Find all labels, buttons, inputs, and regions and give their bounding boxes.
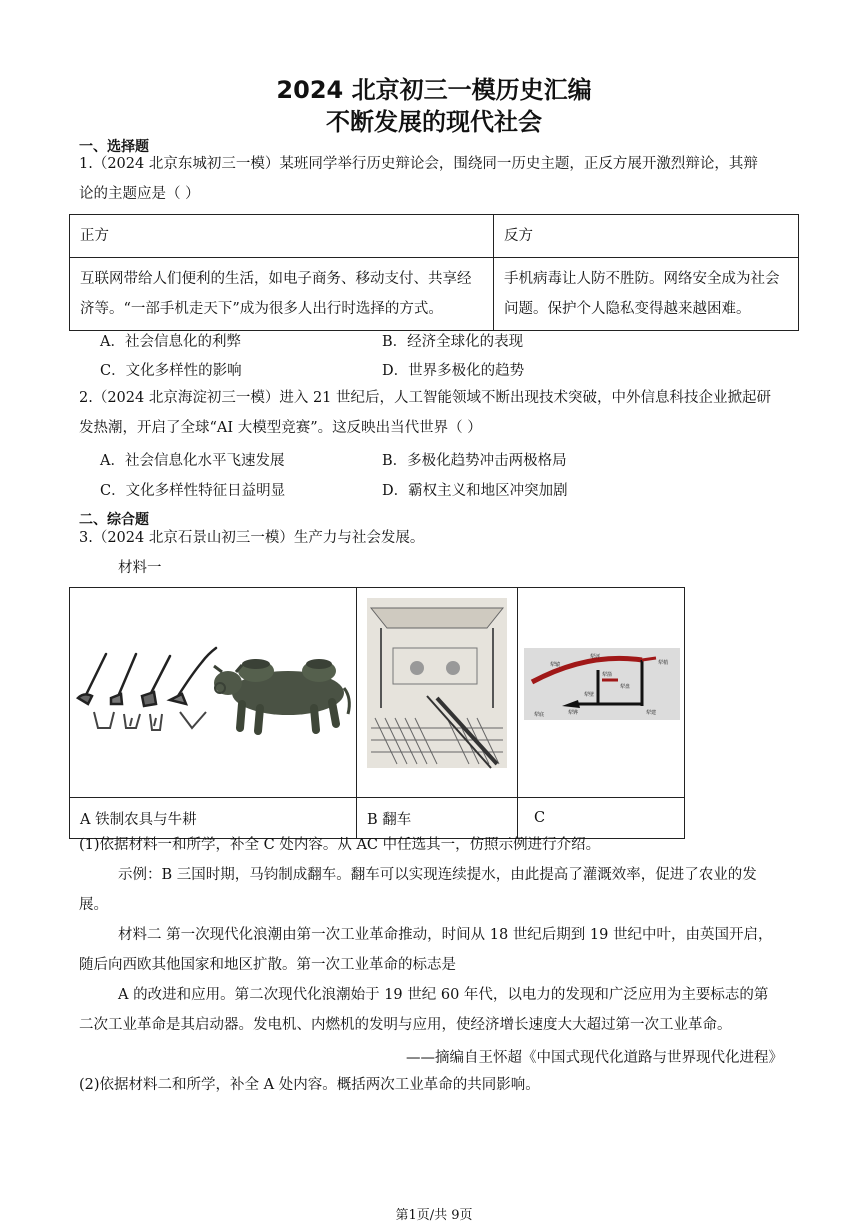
material1-figure-table [69,587,685,839]
plow-label-1: 犁辕 [550,662,561,668]
q1-stem-line1: 1.（2024 北京东城初三一模）某班同学举行历史辩论会，围绕同一历史主题，正反方展开激烈辩论，其辩 [79,156,758,172]
q2-option-b[interactable]: B．多极化趋势冲击两极格局 [382,453,567,469]
q1-stem-line2: 论的主题应是（ ） [79,186,200,202]
material2-source: ——摘编自王怀超《中国式现代化道路与世界现代化进程》 [406,1050,783,1066]
plow-label-5: 犁铧 [568,710,579,716]
plow-label-8: 犁盘 [620,684,631,690]
q2-option-c[interactable]: C．文化多样性特征日益明显 [100,483,286,499]
q1-option-c[interactable]: C．文化多样性的影响 [100,363,242,379]
con-text [494,258,799,331]
material2-line4: 二次工业革命是其启动器。发电机、内燃机的发明与应用，使经济增长速度大大超过第一次工业革命。 [79,1017,732,1033]
q2-stem-line1: 2.（2024 北京海淀初三一模）进入 21 世纪后，人工智能领域不断出现技术突破，中外信息科技企业掀起研 [79,390,772,406]
plow-diagram [518,588,684,793]
material1-label: 材料一 [118,560,162,576]
q1-option-b[interactable]: B．经济全球化的表现 [382,334,524,350]
q1-option-d[interactable]: D．世界多极化的趋势 [382,363,525,379]
material2-line3: A 的改进和应用。第二次现代化浪潮始于 19 世纪 60 年代，以电力的发现和广泛应用为主要标志的第 [118,987,769,1003]
page-number: 第1页/共 9页 [395,1208,473,1223]
iron-tools-ox-illustration [70,588,356,793]
pro-text [70,258,494,331]
caption-b: B 翻车 [357,798,518,839]
plow-label-2: 犁评 [590,654,601,660]
image-square-pallet-chain-pump [357,588,518,798]
image-curved-shaft-plow [518,588,685,798]
document-title: 2024 北京初三一模历史汇编 [276,76,592,104]
example-line2: 展。 [79,897,108,913]
example-line1: 示例：B 三国时期，马钧制成翻车。翻车可以实现连续提水，由此提高了灌溉效率，促进了农业的发 [118,867,757,883]
plow-label-3: 犁箭 [602,672,613,678]
plow-label-9: 犁建 [646,710,657,716]
pro-text-line1: 互联网带给人们便利的生活，如电子商务、移动支付、共享经 [80,271,472,287]
con-text-line2: 问题。保护个人隐私变得越来越困难。 [504,301,751,317]
q2-option-a[interactable]: A．社会信息化水平飞速发展 [100,453,285,469]
q3-sub2: (2)依据材料二和所学，补全 A 处内容。概括两次工业革命的共同影响。 [79,1077,540,1093]
plow-label-6: 犁底 [534,712,545,718]
plow-label-7: 犁梢 [658,660,669,666]
material2-line2: 随后向西欧其他国家和地区扩散。第一次工业革命的标志是 [79,957,456,973]
section-heading-comprehensive: 二、综合题 [79,512,149,528]
caption-c: C [518,798,685,839]
bronze-ox [214,659,349,731]
material2-line1: 材料二 第一次现代化浪潮由第一次工业革命推动，时间从 18 世纪后期到 19 世纪中叶，由英国开启， [118,927,773,943]
document-subtitle: 不断发展的现代社会 [326,108,542,136]
con-text-line1: 手机病毒让人防不胜防。网络安全成为社会 [504,271,780,287]
pro-header: 正方 [70,215,494,258]
q1-option-a[interactable]: A．社会信息化的利弊 [100,334,241,350]
q2-stem-line2: 发热潮，开启了全球“AI 大模型竞赛”。这反映出当代世界（ ） [79,420,482,436]
section-heading-choice: 一、选择题 [79,139,149,155]
caption-a: A 铁制农具与牛耕 [70,798,357,839]
q1-debate-table [69,214,799,331]
con-header: 反方 [494,215,799,258]
q3-stem: 3.（2024 北京石景山初三一模）生产力与社会发展。 [79,530,425,546]
pro-text-line2: 济等。“一部手机走天下”成为很多人出行时选择的方式。 [80,301,443,317]
q2-option-d[interactable]: D．霸权主义和地区冲突加剧 [382,483,568,499]
plow-label-4: 犁壁 [584,692,595,698]
q3-sub1: (1)依据材料一和所学，补全 C 处内容。从 AC 中任选其一，仿照示例进行介绍。 [79,837,601,853]
image-iron-tools-ox [70,588,357,798]
chain-pump-woodcut [357,588,517,793]
